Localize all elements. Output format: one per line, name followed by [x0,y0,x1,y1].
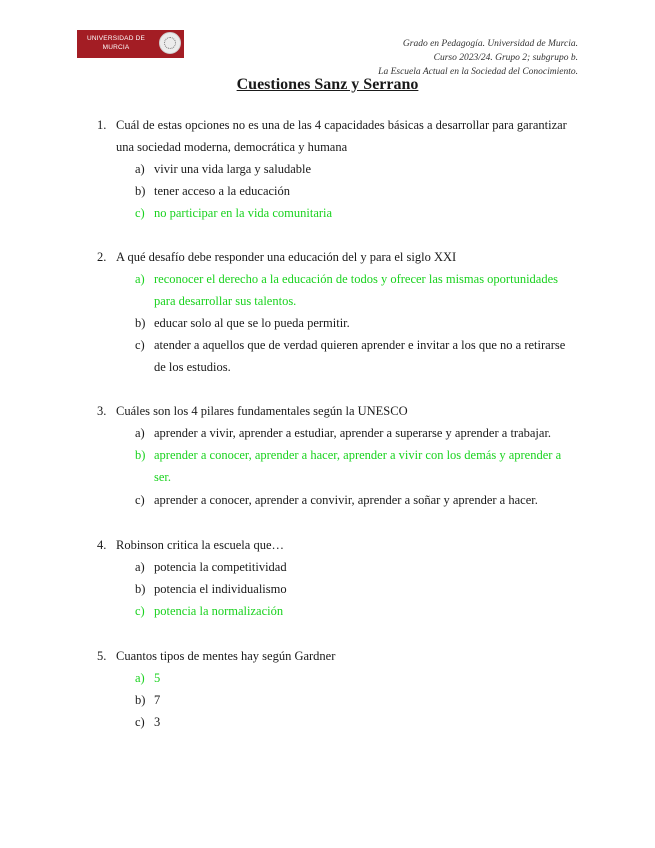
option-label: b) [135,184,146,198]
option-text: 7 [154,693,161,707]
question-text: Cuál de estas opciones no es una de las 4 capacidades básicas a desarrollar para garantizar una sociedad moderna, democrática y humana [116,118,567,154]
option-3a [135,422,578,444]
option-4c-correct [135,600,578,622]
question-number: 4. [97,538,107,552]
option-label: c) [135,604,145,618]
header-line-degree: Grado en Pedagogía. Universidad de Murcia. [402,39,578,49]
option-text: no participar en la vida comunitaria [154,206,333,220]
option-5a-correct [135,667,578,689]
option-text: vivir una vida larga y saludable [154,162,312,176]
option-1c-correct [135,202,578,224]
option-1b [135,180,578,202]
question-text: Robinson critica la escuela que… [116,538,284,552]
question-5 [97,645,576,667]
option-text: aprender a vivir, aprender a estudiar, aprender a superarse y aprender a trabajar. [154,426,552,440]
question-number: 3. [97,404,107,418]
question-number: 1. [97,118,107,132]
option-text: aprender a conocer, aprender a convivir, aprender a soñar y aprender a hacer. [154,493,538,507]
option-5b [135,689,578,711]
option-text: reconocer el derecho a la educación de todos y ofrecer las mismas oportunidades para desarrollar sus talentos. [154,272,558,308]
option-label: a) [135,671,145,685]
document-header [378,37,578,79]
page-title: Cuestiones Sanz y Serrano [236,76,419,93]
question-4 [97,534,576,556]
option-text: potencia la normalización [154,604,284,618]
option-label: a) [135,272,145,286]
option-text: 5 [154,671,161,685]
option-label: c) [135,206,145,220]
option-text: atender a aquellos que de verdad quieren aprender e invitar a los que no a retirarse de los estudios. [154,338,566,374]
question-2 [97,246,576,268]
question-number: 5. [97,649,107,663]
option-3c [135,489,578,511]
question-text: Cuantos tipos de mentes hay según Gardner [116,649,336,663]
option-text: potencia la competitividad [154,560,287,574]
question-text: A qué desafío debe responder una educación del y para el siglo XXI [116,250,457,264]
option-label: a) [135,162,145,176]
question-1 [97,114,576,158]
option-label: b) [135,316,146,330]
header-line-subject: La Escuela Actual en la Sociedad del Conocimiento. [378,67,578,77]
option-text: potencia el individualismo [154,582,287,596]
option-text: tener acceso a la educación [154,184,291,198]
option-5c [135,711,578,733]
option-label: b) [135,448,146,462]
option-2b [135,312,578,334]
option-text: 3 [154,715,161,729]
university-logo [77,30,184,58]
option-label: a) [135,560,145,574]
option-2a-correct [135,268,578,312]
header-line-course: Curso 2023/24. Grupo 2; subgrupo b. [433,53,578,63]
option-label: c) [135,715,145,729]
option-text: educar solo al que se lo pueda permitir. [154,316,350,330]
option-4a [135,556,578,578]
option-label: b) [135,693,146,707]
logo-text: UNIVERSIDAD DE MURCIA [86,35,146,51]
question-text: Cuáles son los 4 pilares fundamentales según la UNESCO [116,404,408,418]
option-label: c) [135,338,145,352]
option-3b-correct [135,444,578,488]
seal-icon [159,32,181,54]
question-3 [97,400,576,422]
option-label: a) [135,426,145,440]
option-1a [135,158,578,180]
option-text: aprender a conocer, aprender a hacer, aprender a vivir con los demás y aprender a ser. [154,448,562,484]
option-label: b) [135,582,146,596]
option-label: c) [135,493,145,507]
question-number: 2. [97,250,107,264]
option-2c [135,334,578,378]
option-4b [135,578,578,600]
